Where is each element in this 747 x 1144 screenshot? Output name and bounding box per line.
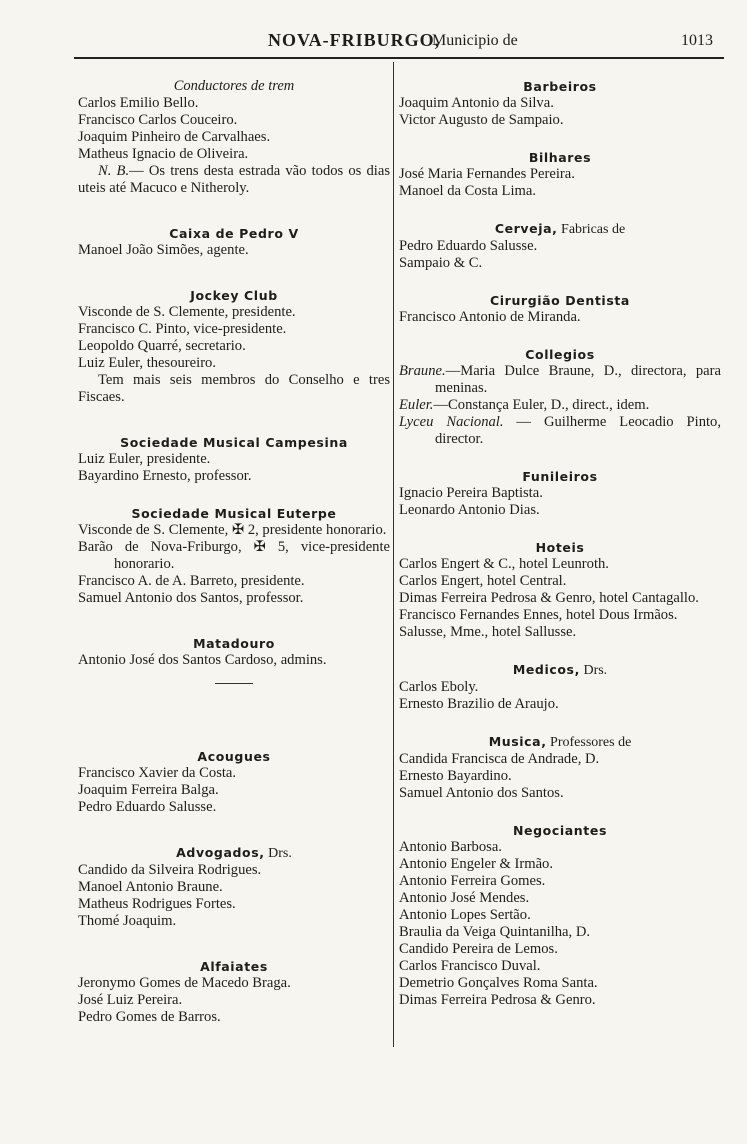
section-heading: Barbeiros — [523, 79, 597, 94]
list-item: José Maria Fernandes Pereira. — [399, 166, 575, 182]
entry-label: Lyceu Nacional. — [399, 414, 504, 430]
list-item: Francisco Fernandes Ennes, hotel Dous Irmãos. — [399, 607, 678, 623]
section-heading: Hoteis — [535, 540, 585, 555]
heading-main: Cerveja, — [494, 221, 558, 236]
section-heading: Bilhares — [528, 150, 592, 165]
section-heading: Jockey Club — [190, 288, 278, 303]
page-title: NOVA-FRIBURGO, — [268, 30, 441, 50]
list-item: Victor Augusto de Sampaio. — [399, 112, 564, 128]
section-caixa — [78, 225, 390, 259]
list-item: Thomé Joaquim. — [78, 913, 177, 929]
list-item: Samuel Antonio dos Santos, professor. — [78, 590, 304, 606]
section-cerveja — [399, 220, 721, 272]
list-item — [399, 414, 721, 448]
section-heading: Alfaiates — [200, 959, 268, 974]
list-item: Antonio Engeler & Irmão. — [399, 856, 554, 872]
list-item: Joaquim Pinheiro de Carvalhaes. — [78, 129, 271, 145]
list-item: Barão de Nova-Friburgo, ✠ 5, vice-presidente honorario. — [78, 539, 390, 572]
section-heading: Funileiros — [522, 469, 598, 484]
list-item: Candido da Silveira Rodrigues. — [78, 862, 262, 878]
list-item: Antonio Barbosa. — [399, 839, 502, 855]
list-item: Pedro Gomes de Barros. — [78, 1009, 221, 1025]
list-item: Luiz Euler, presidente. — [78, 451, 211, 467]
section-heading — [78, 844, 390, 862]
list-item: Matheus Rodrigues Fortes. — [78, 896, 236, 912]
section-heading: Conductores de trem — [173, 78, 295, 94]
list-item: Visconde de S. Clemente, ✠ 2, presidente honorario. — [78, 522, 387, 538]
list-item: José Luiz Pereira. — [78, 992, 183, 1008]
list-item: Samuel Antonio dos Santos. — [399, 785, 564, 801]
list-item: Manoel Antonio Braune. — [78, 879, 223, 895]
list-item: Carlos Francisco Duval. — [399, 958, 541, 974]
list-item: Pedro Eduardo Salusse. — [78, 799, 217, 815]
section-note: Tem mais seis membros do Conselho e tres Fiscaes. — [78, 372, 390, 405]
entry-text: —Constança Euler, D., direct., idem. — [433, 397, 650, 413]
section-medicos — [399, 661, 721, 713]
section-advogados — [78, 844, 390, 930]
list-item: Carlos Engert, hotel Central. — [399, 573, 567, 589]
section-heading: Acougues — [197, 749, 271, 764]
list-item: Joaquim Antonio da Silva. — [399, 95, 554, 111]
heading-main: Musica, — [488, 734, 547, 749]
section-bilhares — [399, 149, 721, 200]
list-item: Carlos Emilio Bello. — [78, 95, 199, 111]
section-heading: Cirurgião Dentista — [490, 293, 630, 308]
header-rule — [74, 57, 724, 59]
list-item: Ernesto Bayardino. — [399, 768, 512, 784]
list-item: Joaquim Ferreira Balga. — [78, 782, 219, 798]
note-label: N. B. — [98, 163, 130, 179]
list-item — [399, 397, 721, 414]
section-heading: Matadouro — [193, 636, 275, 651]
section-collegios — [399, 346, 721, 448]
list-item: Braulia da Veiga Quintanilha, D. — [399, 924, 591, 940]
entry-label: Euler. — [399, 397, 434, 413]
heading-main: Advogados, — [176, 845, 265, 860]
list-item: Francisco C. Pinto, vice-presidente. — [78, 321, 287, 337]
section-acougues — [78, 748, 390, 816]
list-item: Manoel da Costa Lima. — [399, 183, 536, 199]
page-header — [0, 30, 747, 60]
list-item: Visconde de S. Clemente, presidente. — [78, 304, 296, 320]
section-negociantes — [399, 822, 721, 1009]
list-item: Candida Francisca de Andrade, D. — [399, 751, 600, 767]
list-item: Manoel João Simões, agente. — [78, 242, 249, 258]
right-column — [399, 78, 721, 1009]
list-item: Ignacio Pereira Baptista. — [399, 485, 543, 501]
section-cirurgiao — [399, 292, 721, 326]
section-heading: Collegios — [525, 347, 595, 362]
list-item: Luiz Euler, thesoureiro. — [78, 355, 217, 371]
list-item: Leonardo Antonio Dias. — [399, 502, 540, 518]
list-item: Francisco Carlos Couceiro. — [78, 112, 238, 128]
section-euterpe — [78, 505, 390, 607]
list-item: Sampaio & C. — [399, 255, 483, 271]
list-item: Antonio José dos Santos Cardoso, admins. — [78, 652, 327, 668]
section-musica — [399, 733, 721, 802]
section-hoteis — [399, 539, 721, 641]
section-heading: Caixa de Pedro V — [169, 226, 299, 241]
list-item — [399, 363, 721, 397]
list-item: Antonio José Mendes. — [399, 890, 530, 906]
section-conductores — [78, 78, 390, 197]
column-divider — [393, 62, 394, 1047]
entry-text: —Maria Dulce Braune, D., directora, para meninas. — [435, 363, 721, 396]
heading-main: Medicos, — [512, 662, 580, 677]
note-text: — Os trens desta estrada vão todos os dias uteis até Macuco e Nitheroly. — [78, 163, 391, 196]
list-item: Carlos Eboly. — [399, 679, 479, 695]
heading-rest: Professores de — [546, 735, 632, 750]
section-heading — [399, 661, 721, 679]
section-note — [78, 163, 390, 197]
list-item: Antonio Lopes Sertão. — [399, 907, 531, 923]
section-funileiros — [399, 468, 721, 519]
heading-rest: Fabricas de — [557, 222, 626, 237]
list-item: Francisco Antonio de Miranda. — [399, 309, 581, 325]
section-barbeiros — [399, 78, 721, 129]
heading-rest: Drs. — [579, 663, 608, 678]
list-item: Salusse, Mme., hotel Sallusse. — [399, 624, 577, 640]
section-matadouro — [78, 635, 390, 684]
list-item: Dimas Ferreira Pedrosa & Genro. — [399, 992, 596, 1008]
list-item: Dimas Ferreira Pedrosa & Genro, hotel Cantagallo. — [399, 590, 699, 606]
heading-rest: Drs. — [264, 846, 292, 861]
section-heading: Sociedade Musical Euterpe — [131, 506, 337, 521]
list-item: Leopoldo Quarré, secretario. — [78, 338, 246, 354]
section-heading: Negociantes — [513, 823, 607, 838]
list-item: Matheus Ignacio de Oliveira. — [78, 146, 249, 162]
page-subtitle: Municipio de — [432, 32, 518, 49]
list-item: Bayardino Ernesto, professor. — [78, 468, 252, 484]
list-item: Carlos Engert & C., hotel Leunroth. — [399, 556, 609, 572]
list-item: Ernesto Brazilio de Araujo. — [399, 696, 559, 712]
section-heading: Sociedade Musical Campesina — [120, 435, 348, 450]
list-item: Candido Pereira de Lemos. — [399, 941, 558, 957]
section-heading — [399, 220, 721, 238]
left-column — [78, 78, 390, 1026]
entry-text: — Guilherme Leocadio Pinto, director. — [435, 414, 721, 447]
section-heading — [399, 733, 721, 751]
list-item: Antonio Ferreira Gomes. — [399, 873, 546, 889]
list-item: Francisco Xavier da Costa. — [78, 765, 237, 781]
list-item: Jeronymo Gomes de Macedo Braga. — [78, 975, 291, 991]
section-jockey-club — [78, 287, 390, 406]
entry-label: Braune. — [399, 363, 446, 379]
page-number: 1013 — [681, 32, 713, 49]
list-item: Pedro Eduardo Salusse. — [399, 238, 538, 254]
list-item: Francisco A. de A. Barreto, presidente. — [78, 573, 305, 589]
list-item: Demetrio Gonçalves Roma Santa. — [399, 975, 598, 991]
section-alfaiates — [78, 958, 390, 1026]
section-campesina — [78, 434, 390, 485]
